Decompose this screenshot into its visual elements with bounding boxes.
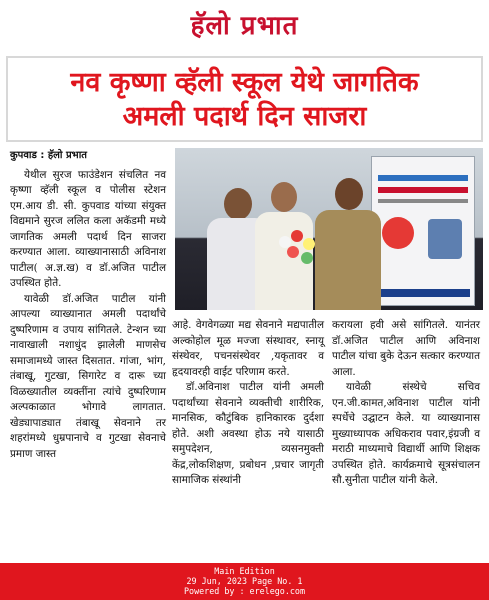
article-column-1 — [10, 148, 166, 462]
paragraph: यावेळी डॉ.अजित पाटील यांनी आपल्या व्याख्यानात अमली पदार्थांचे दुष्परिणाम व उपाय सांगितले. टेन्शन च्या नावाखाली नशाधुंद झालेली माणसेच समाजामध्ये जास्त दिसतात. गांजा, भांग, तंबाखू, गुटखा, सिगारेट व दारू च्या विळख्यातील व्यक्तींना त्यांचे दुष्परिणाम अल्पकाळात भोगावे लागतात. खेड्यापाड्यात तंबाखू सेवनाने तर शहरांमध्ये धुम्रपानाचे व गुटखा सेवनाचे प्रमाण जास्त — [10, 292, 166, 460]
headline-box — [6, 56, 483, 142]
paragraph: डॉ.अविनाश पाटील यांनी अमली पदार्थांच्या सेवनाने व्यक्तीची शारीरिक, मानसिक, कौटुंबिक हानिकारक दुर्दशा होते. अशी अवस्था होऊ नये यासाठी समुपदेशन, व्यसनमुक्ती केंद्र,लोकशिक्षण, प्रबोधन ,प्रचार जागृती सामाजिक संस्थांनी — [172, 381, 324, 486]
footer-powered-by: Powered by : erelego.com — [183, 586, 305, 596]
headline — [8, 66, 481, 134]
article-column-3 — [332, 318, 480, 489]
bouquet — [275, 230, 327, 270]
paragraph: यावेळी संस्थेचे सचिव एन.जी.कामत,अविनाश पाटील यांनी स्पर्धेचे उद्घाटन केले. या व्याख्यानास मुख्याध्यापक अधिकराव पवार,इंग्रजी व मराठी माध्यमाचे विद्यार्थी आणि शिक्षक उपस्थित होते. कार्यक्रमाचे सूत्रसंचालन सौ.सुनीता पाटील यांनी केले. — [332, 381, 480, 486]
footer-date-page: 29 Jun, 2023 Page No. 1 — [186, 576, 303, 586]
edition-footer — [0, 563, 489, 600]
paragraph: येथील सुरज फाउंडेशन संचलित नव कृष्णा व्हॅली स्कूल व पोलीस स्टेशन एम.आय डी. सी. कुपवाड यांच्या संयुक्त विद्यमाने सुरज ललित कला अकॅडमी मध्ये जागतिक अमली पदार्थ दिन साजरा करण्यात आला. व्याख्यानासाठी अविनाश पाटील( अ.ज्ञ.ख) व डॉ.अजित पाटील उपस्थित होते. — [10, 168, 166, 289]
paragraph: करायला हवी असे सांगितले. यानंतर डॉ.अजित पाटील आणि अविनाश पाटील यांचा बुके देऊन सत्कार करण्यात आला. — [332, 319, 480, 378]
dateline: कुपवाड : हॅलो प्रभात — [10, 150, 87, 161]
event-photo — [175, 148, 483, 310]
headline-line-2: अमली पदार्थ दिन साजरा — [122, 101, 367, 132]
masthead — [0, 0, 489, 52]
article-column-2 — [172, 318, 324, 489]
headline-line-1: नव कृष्णा व्हॅली स्कूल येथे जागतिक — [70, 67, 419, 98]
footer-edition: Main Edition — [214, 566, 275, 576]
event-banner — [371, 156, 475, 306]
newspaper-logo: हॅलो प्रभात — [190, 11, 299, 41]
paragraph: आहे. वेगवेगळ्या मद्य सेवनाने मद्यपातील अल्कोहोल मूळ मज्जा संस्थावर, स्नायू संस्थेवर, पचनसंस्थेवर ,यकृतावर व हृदयावरही वाईट परिणाम करते. — [172, 319, 324, 378]
